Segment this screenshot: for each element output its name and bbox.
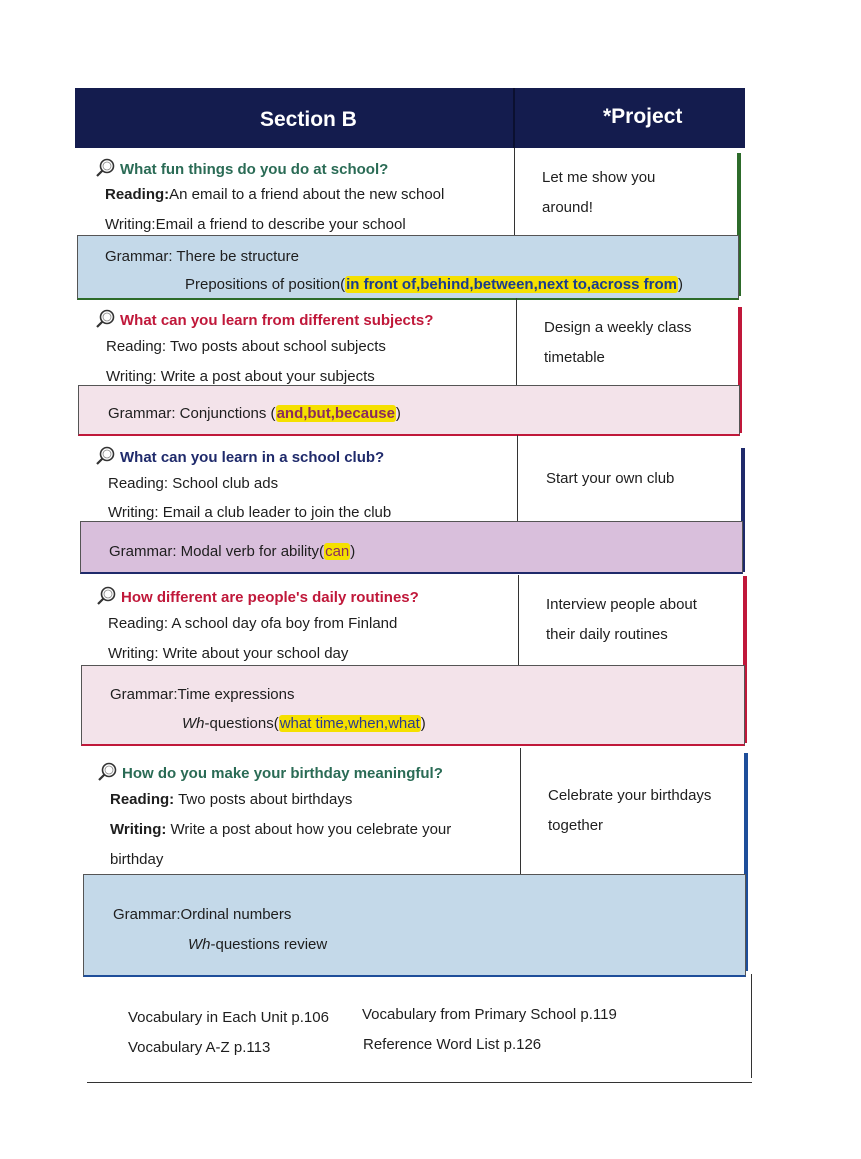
project-heading: *Project	[603, 105, 683, 128]
unit-3-reading: Reading: School club ads	[108, 475, 279, 492]
vocab-each-unit: Vocabulary in Each Unit p.106	[128, 1009, 329, 1026]
column-divider	[517, 435, 518, 521]
unit-3-project: Start your own club	[546, 470, 675, 487]
magnifier-icon	[94, 157, 116, 183]
section-b-heading: Section B	[260, 108, 357, 131]
magnifier-icon	[96, 761, 118, 787]
column-divider	[518, 575, 519, 665]
unit-4-grammar: Grammar:Time expressions Wh-questions(what time,when,what)	[81, 665, 745, 746]
unit-1-reading: Reading:An email to a friend about the new school	[105, 186, 445, 203]
column-divider	[514, 148, 515, 235]
unit-3-writing: Writing: Email a club leader to join the club	[108, 504, 392, 521]
unit-5-project: Celebrate your birthdays together	[548, 787, 712, 834]
magnifier-icon	[95, 585, 117, 611]
unit-1-question	[94, 157, 388, 183]
reference-word-list: Reference Word List p.126	[363, 1036, 542, 1053]
question-text: What fun things do you do at school?	[120, 161, 389, 178]
unit-1-project: Let me show you around!	[542, 169, 656, 216]
unit-2-writing: Writing: Write a post about your subjects	[106, 368, 375, 385]
column-divider	[520, 748, 521, 874]
unit-4-reading: Reading: A school day ofa boy from Finland	[108, 615, 398, 632]
unit-4-question: How different are people's daily routines?	[95, 585, 419, 611]
unit-1-writing: Writing:Email a friend to describe your school	[105, 216, 406, 233]
unit-2-grammar: Grammar: Conjunctions (and,but,because)	[78, 385, 740, 436]
footer-bottom-rule	[87, 1082, 752, 1083]
unit-5-question: How do you make your birthday meaningful?	[96, 761, 443, 787]
magnifier-icon	[94, 308, 116, 334]
unit-2-project: Design a weekly class timetable	[544, 319, 692, 366]
unit-3-grammar: Grammar: Modal verb for ability(can)	[80, 521, 743, 574]
unit-5-reading: Reading: Two posts about birthdays	[110, 791, 353, 808]
unit-4-writing: Writing: Write about your school day	[108, 645, 349, 662]
vocab-a-z: Vocabulary A-Z p.113	[128, 1039, 271, 1056]
unit-2-question: What can you learn from different subjects?	[94, 308, 433, 334]
unit-5-writing-continued: birthday	[110, 851, 164, 868]
table-header	[75, 88, 745, 148]
footer-right-border	[751, 974, 752, 1078]
vocab-primary-school: Vocabulary from Primary School p.119	[362, 1006, 617, 1023]
unit-4-project: Interview people about their daily routines	[546, 596, 697, 643]
magnifier-icon	[94, 445, 116, 471]
unit-5-writing: Writing: Write a post about how you celebrate your	[110, 821, 452, 838]
unit-5-grammar: Grammar:Ordinal numbers Wh-questions review	[83, 874, 746, 977]
unit-3-question: What can you learn in a school club?	[94, 445, 384, 471]
unit-1-grammar: Grammar: There be structure Prepositions of position(in front of,behind,between,next to,across from)	[77, 235, 739, 300]
unit-2-reading: Reading: Two posts about school subjects	[106, 338, 386, 355]
column-divider	[516, 298, 517, 385]
header-divider	[513, 88, 515, 148]
